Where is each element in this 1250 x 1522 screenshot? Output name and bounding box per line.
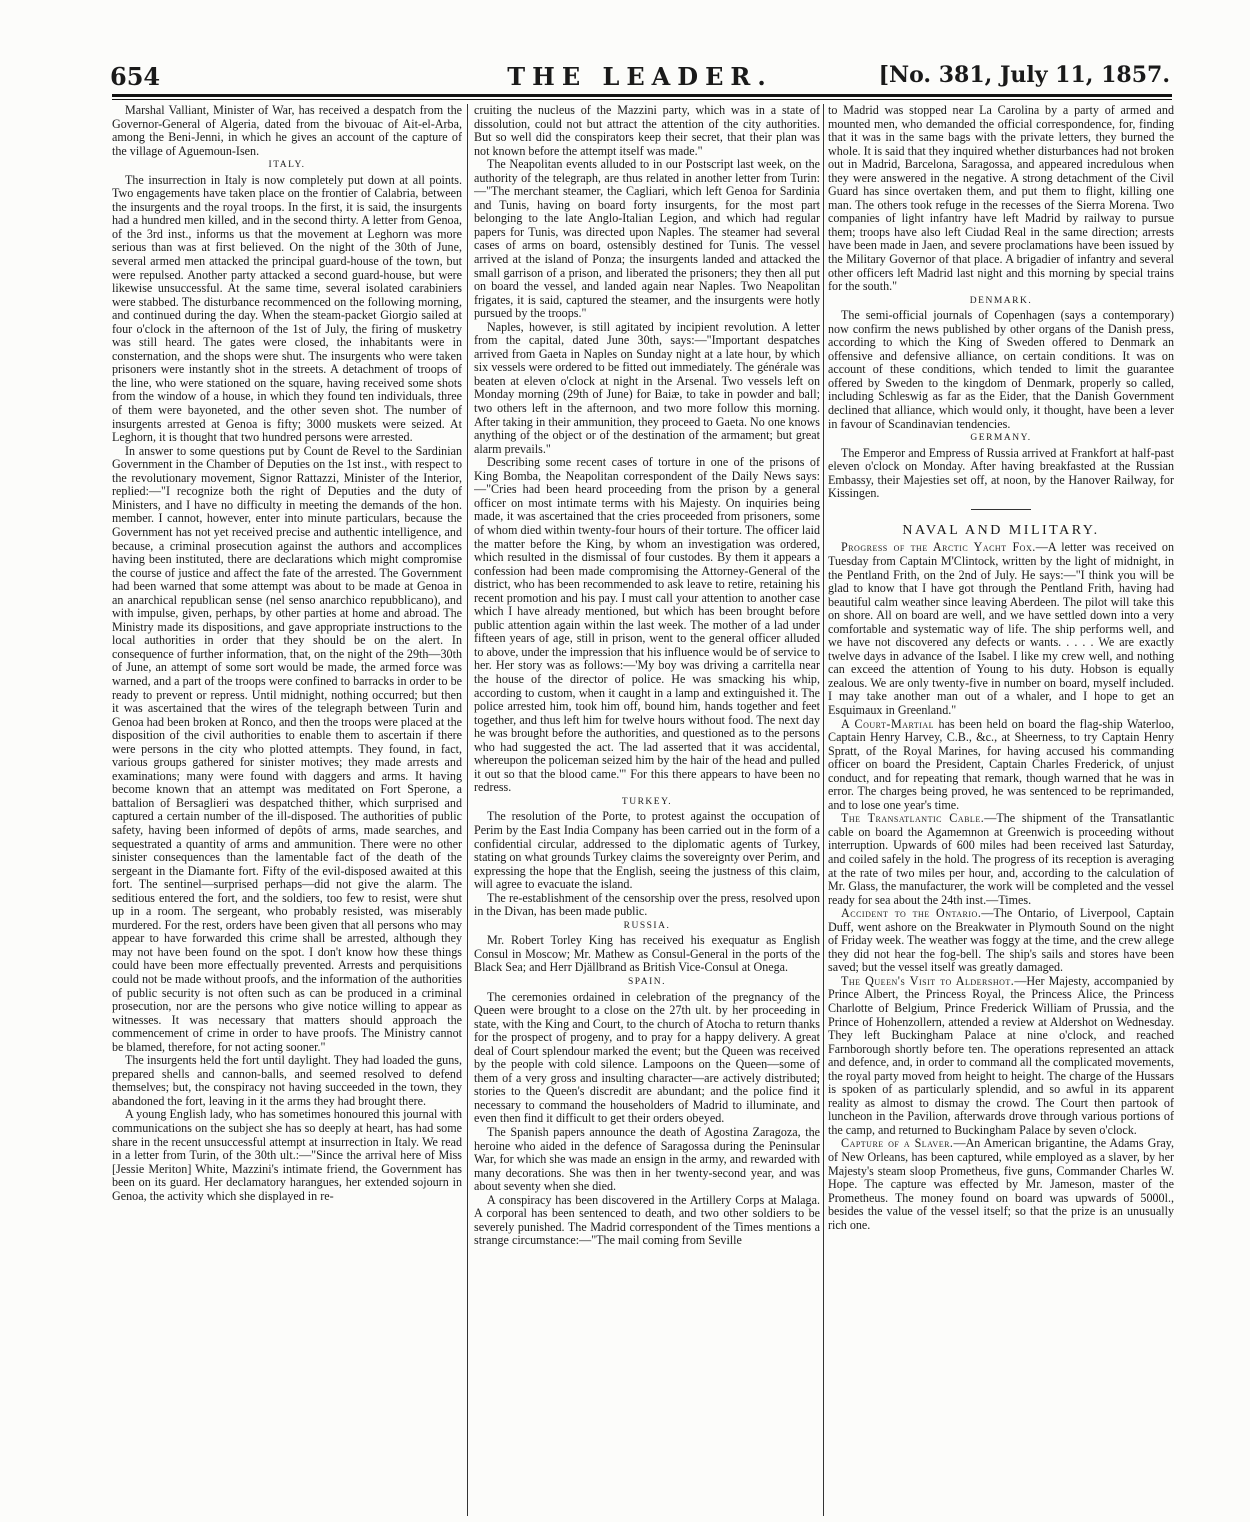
newspaper-title: THE LEADER. [507,62,773,91]
article-paragraph: The Spanish papers announce the death of Agostina Zaragoza, the heroine who aided in the defence of Saragossa during the Peninsular War, for which she was made an ensign in the army, and rewarded with many decorations. She was then in her twenty-second year, and was about seventy when she died. [474,1125,820,1194]
masthead [110,62,1170,96]
column-1 [112,104,462,1514]
article-paragraph: The re-establishment of the censorship over the press, resolved upon in the Divan, has been made public. [474,890,820,919]
item-lead: The Queen's Visit to Aldershot. [841,973,1015,988]
article-paragraph [828,1137,1174,1232]
item-text: —Her Majesty, accompanied by Prince Albert, the Princess Royal, the Princess Alice, the Princess Charlotte of Belgium, Prince Frederick William of Prussia, and the Prince of Hohenzollern, attended a review at Aldershot on Wednesday. They left Buckingham Palace at nine o'clock, and reached Farnborough shortly before ten. The operations represented an attack and defence, and, in order to command all the complicated movements, the royal party moved from height to height. The charge of the Hussars is spoken of as particularly splendid, and so awful in its apparent reality as almost to dismay the crowd. The Court then partook of luncheon in the Pavilion, afterwards drove through various portions of the camp, and returned to Buckingham Palace by seven o'clock. [828,973,1174,1137]
column-divider [467,104,468,1516]
item-lead: Capture of a Slaver. [841,1136,954,1151]
article-paragraph: Describing some recent cases of torture in one of the prisons of King Bomba, the Neapolitan correspondent of the Daily News says:—"Cries had been heard proceeding from the prison by a general officer on most intimate terms with his Majesty. On inquiries being made, it was ascertained that the cries proceeded from prisoners, some of whom died within twenty-four hours of their torture. The officer laid the matter before the King, by whom an investigation was ordered, which resulted in the dismissal of four custodes. By them it appears a confession had been made compromising the Attorney-General of the district, who has been recommended to ask leave to retire, retaining his recent promotion and his pay. I must call your attention to another case which I have already mentioned, but which has been brought before public attention again within the last week. The mother of a lad under fifteen years of age, still in prison, went to the general officer alluded to above, under the impression that his influence would be of service to her. Her story was as follows:—'My boy was driving a carritella near the house of the director of police. He was smacking his whip, according to custom, when it caught in a lamp and extinguished it. The police arrested him, took him off, bound him, hands together and feet together, and thus left him for twelve hours without food. The next day he was brought before the authorities, and questioned as to the persons who had suggested the act. The lad asserted that it was accidental, whereupon the policeman seized him by the hair of the head and pulled it out so that the blood came.'" For this there appears to have been no redress. [474,455,820,795]
article-paragraph [828,812,1174,907]
item-lead: Progress of the Arctic Yacht Fox. [841,540,1036,555]
column-2 [474,104,820,1514]
article-paragraph: to Madrid was stopped near La Carolina by a party of armed and mounted men, who demanded the official correspondence, for, finding that it was in the same bags with the private letters, they burned the whole. It is said that they inquired whether disturbances had not broken out in Madrid, Barcelona, Saragossa, and appeared incredulous when they were answered in the negative. A strong detachment of the Civil Guard has since overtaken them, and put them to flight, killing one man. The others took refuge in the recesses of the Sierra Morena. Two companies of light infantry have left Madrid by railway to pursue them; troops have also left Ciudad Real in the same direction; arrests have been made in Jaen, and severe proclamations have been issued by the Military Governor of that place. A brigadier of infantry and several other officers left Madrid last night and this morning by special trains for the south." [828,104,1174,294]
section-heading-italy: ITALY. [268,160,306,171]
article-paragraph: Mr. Robert Torley King has received his exequatur as English Consul in Moscow; Mr. Mathew as Consul-General in the ports of the Black Sea; and Herr Djällbrand as British Vice-Consul at Onega. [474,933,820,975]
article-paragraph: The semi-official journals of Copenhagen (says a contemporary) now confirm the news published by other organs of the Danish press, according to which the King of Sweden offered to Denmark an offensive and defensive alliance, on certain conditions. It was on account of these conditions, which tended to limit the guarantee offered by Sweden to the kingdom of Denmark, properly so called, including Schleswig as far as the Eider, that the Danish Government declined that alliance, which would only, it thought, have been a lever in favour of Scandinavian tendencies. [828,308,1174,431]
article-paragraph: In answer to some questions put by Count de Revel to the Sardinian Government in the Chamber of Deputies on the 1st inst., with respect to the revolutionary movement, Signor Rattazzi, Minister of the Interior, replied:—"I recognize both the right of Deputies and the duty of Ministers, and I have no difficulty in meeting the demands of the hon. member. I cannot, however, enter into minute particulars, because the Government has not yet received precise and authentic intelligence, and because, a criminal prosecution against the authors and accomplices having been instituted, there are declarations which might compromise the course of justice and affect the fate of the arrested. The Government had been warned that some attempt was about to be made at Genoa in an anarchical republican sense (nel senso anarchico repubblicano), and with impulse, given, perhaps, by other parties at home and abroad. The Ministry made its dispositions, and gave appropriate instructions to the local authorities in order that they should be on the alert. In consequence of further information, that, on the night of the 29th—30th of June, an attempt of some sort would be made, the armed force was warned, and a part of the troops were confined to barracks in order to be ready to prevent or repress. Until midnight, nothing occurred; but then it was ascertained that the wires of the telegraph between Turin and Genoa had been broken at Ronco, and then the troops were placed at the disposition of the civil authorities to enable them to ascertain if there were persons in the city who plotted attempts. They found, in fact, various groups gathered for sinister motives; they made arrests and examinations; many were found with daggers and arms. It having become known that an attempt was meditated on Fort Sperone, a battalion of Bersaglieri was despatched thither, which surprised and captured a certain number of the ill-disposed. The authorities of public safety, having been informed of depôts of arms, made searches, and sequestrated a quantity of arms and ammunition. There were no other sinister consequences than the lamentable fact of the death of the sergeant in the Diamante fort. Fifty of the evil-disposed awaited at this fort. The sentinel—surprised perhaps—did not give the alarm. The seditious entered the fort, and the soldiers, too few to resist, were shut up in a room. The sergeant, who probably resisted, was miserably murdered. For the rest, orders have been given that all persons who may appear to have forwarded this crime shall be arrested, although they may not have been found on the spot. I don't know how these things could have been more effectually prevented. Arrests and perquisitions could not be made without proofs, and the information of the authorities of public security is not often such as can be produced in a criminal prosecution, nor are the persons who give notice willing to appear as witnesses. It was necessary that matters should approach the commencement of crime in order to have proofs. The Ministry cannot be blamed, therefore, for not acting sooner." [112,443,462,1054]
header-rule-thick [112,94,1172,97]
article-paragraph: A conspiracy has been discovered in the Artillery Corps at Malaga. A corporal has been sentenced to death, and two other soldiers to be severely punished. The Madrid correspondent of the Times mentions a strange circumstance:—"The mail coming from Seville [474,1192,820,1248]
article-paragraph: The resolution of the Porte, to protest against the occupation of Perim by the East India Company has been carried out in the form of a confidential circular, addressed to the diplomatic agents of Turkey, stating on what grounds Turkey claims the sovereignty over Perim, and expressing the hope that the English, seeing the justness of this claim, will agree to evacuate the island. [474,809,820,892]
article-paragraph [828,907,1174,975]
item-lead: Accident to the Ontario. [841,906,982,921]
article-paragraph: The Emperor and Empress of Russia arrived at Frankfort at half-past eleven o'clock on Monday. After having breakfasted at the Russian Embassy, their Majesties set off, at noon, by the Hanover Railway, for Kissingen. [828,445,1174,501]
section-heading-russia: RUSSIA. [623,920,671,931]
article-paragraph: The insurrection in Italy is now completely put down at all points. Two engagements have taken place on the frontier of Calabria, between the insurgents and the royal troops. In the first, it is said, the insurgents had a hundred men killed, and in the second thirty. A letter from Genoa, of the 3rd inst., informs us that the movement at Leghorn was more serious than was at first believed. On the night of the 30th of June, several armed men attacked the principal guard-house of the town, but were repulsed. Another party attacked a second guard-house, but were likewise unsuccessful. At the same time, several isolated carabiniers were stabbed. The disturbance recommenced on the following morning, and continued during the day. When the steam-packet Giorgio sailed at four o'clock in the afternoon of the 1st of July, the firing of musketry was still heard. The gates were closed, the inhabitants were in consternation, and the shops were shut. The insurgents who were taken prisoners were instantly shot in the streets. A detachment of troops of the line, who were stationed on the square, having received some shots from the window of a house, in which they found ten individuals, three of them were bayoneted, and the other seven shot. The number of insurgents arrested at Genoa is fifty; 3000 muskets were seized. At Leghorn, it is thought that two hundred persons were arrested. [112,172,462,445]
page-number: 654 [110,62,161,91]
article-paragraph: A young English lady, who has sometimes honoured this journal with communications on the subject she has so deeply at heart, has had some share in the recent unsuccessful attempt at insurrection in Italy. We read in a letter from Turin, of the 30th ult.:—"Since the arrival here of Miss [Jessie Meriton] White, Mazzini's intimate friend, the Government has been on its guard. Her declamatory harangues, her extended sojourn in Genoa, the activity which she displayed in re- [112,1107,462,1203]
article-paragraph: The ceremonies ordained in celebration of the pregnancy of the Queen were brought to a close on the 27th ult. by her proceeding in state, with the King and Court, to the church of Atocha to return thanks for the prospect of progeny, and to pray for a happy delivery. A great deal of Court splendour marked the event; but the Queen was received by the people with cold silence. Lampoons on the Queen—some of them of a very gross and insulting character—are actively distributed; stories to the Queen's discredit are abundant; and the police find it necessary to command the householders of Madrid to illuminate, and even then find it difficult to get their orders obeyed. [474,989,820,1126]
article-paragraph: cruiting the nucleus of the Mazzini party, which was in a state of dissolution, could not but attract the attention of the city authorities. But so well did the conspirators keep their secret, that their plan was not known before the attempt itself was made." [474,104,820,158]
section-heading-denmark: DENMARK. [969,295,1033,306]
article-paragraph: Naples, however, is still agitated by incipient revolution. A letter from the capital, dated June 30th, says:—"Important despatches arrived from Gaeta in Naples on Sunday night at a late hour, by which six vessels were ordered to be fitted out immediately. The générale was beaten at eleven o'clock at night in the Arsenal. Two vessels left on Monday morning (29th of June) for Baiæ, to take in powder and ball; two others left in the afternoon, and two more follow this morning. After taking in their ammunition, they proceed to Gaeta. No one knows anything of the object or of the destination of the armament; but great alarm prevails." [474,319,820,456]
article-paragraph [828,718,1174,813]
item-lead: The Transatlantic Cable. [841,811,985,826]
column-divider [823,104,824,1516]
section-heading-naval-military: NAVAL AND MILITARY. [902,522,1100,538]
item-lead: A Court-Martial [841,716,935,731]
item-text: —The Ontario, of Liverpool, Captain Duff, went ashore on the Breakwater in Plymouth Sound on the night of Friday week. The weather was foggy at the time, and the crew allege they did not hear the fog-bell. The ship's sails and stores have been saved; but the vessel itself was greatly damaged. [828,906,1174,975]
article-paragraph [828,541,1174,717]
issue-info: [No. 381, July 11, 1857. [878,62,1170,88]
header-rule-thin [112,99,1172,100]
section-heading-turkey: TURKEY. [621,796,673,807]
item-text: has been held on board the flag-ship Waterloo, Captain Henry Harvey, C.B., &c., at Sheerness, to try Captain Henry Spratt, of the Royal Marines, for having accused his commanding officer on board the President, Captain Charles Frederick, of unjust conduct, and for repeating that remark, though warned that he was in error. The charges being proved, he was sentenced to be reprimanded, and to lose one year's time. [828,716,1174,812]
section-heading-spain: SPAIN. [628,977,666,987]
item-text: —An American brigantine, the Adams Gray, of New Orleans, has been captured, while employed as a slaver, by her Majesty's steam sloop Prometheus, five guns, Commander Charles W. Hope. The capture was effected by Mr. Jameson, master of the Prometheus. The money found on board was upwards of 5000l., besides the value of the vessel itself; so that the prize is an unusually rich one. [828,1136,1174,1232]
column-3 [828,104,1174,1514]
section-divider [971,509,1031,510]
item-text: —The shipment of the Transatlantic cable on board the Agamemnon at Greenwich is proceeding without interruption. Upwards of 600 miles had been received last Saturday, and coiled safely in the hold. The progress of its reception is averaging at the rate of two miles per hour, and, according to the calculation of Mr. Glass, the manufacturer, the work will be completed and the vessel ready for sea about the 24th inst.—Times. [828,811,1174,907]
article-paragraph: The Neapolitan events alluded to in our Postscript last week, on the authority of the telegraph, are thus related in another letter from Turin:—"The merchant steamer, the Cagliari, which left Genoa for Sardinia and Tunis, having on board forty insurgents, for the most part belonging to the late Anglo-Italian Legion, and which had regular papers for Tunis, was directed upon Naples. The steamer had several cases of arms on board, ostensibly destined for Tunis. The vessel arrived at the island of Ponza; the insurgents landed and attacked the small garrison of a prison, and liberated the prisoners; they then all put on board the vessel, and landed again near Naples. Two Neapolitan frigates, it is said, captured the steamer, and the insurgents were hotly pursued by the troops." [474,157,820,321]
article-paragraph: Marshal Valliant, Minister of War, has received a despatch from the Governor-General of Algeria, dated from the bivouac of Ait-el-Arba, among the Beni-Jenni, in which he gives an account of the capture of the village of Aguemoun-Isen. [112,104,462,158]
section-heading-germany: GERMANY. [970,433,1032,444]
article-paragraph [828,975,1174,1138]
article-paragraph: The insurgents held the fort until daylight. They had loaded the guns, prepared shells and cannon-balls, and seemed resolved to defend themselves; but, the conspiracy not having succeeded in the town, they abandoned the fort, leaving in it the arms they had brought there. [112,1053,462,1108]
item-text: —A letter was received on Tuesday from Captain M'Clintock, written by the light of midnight, in the Pentland Frith, on the 2nd of July. He says:—"I think you will be glad to know that I have got through the Pentland Frith, having had beautiful calm weather since leaving Aberdeen. The pilot will take this on shore. All on board are well, and we have settled down into a very comfortable and systematic way of life. The ship performs well, and we have not discovered any defects or wants. . . . . We are exactly twelve days in advance of the Isabel. I like my crew well, and nothing can exceed the attention of Young to his duty. Hobson is equally zealous. We are only twenty-five in number on board, myself included. I may take another man out of a whaler, and I hope to get an Esquimaux in Greenland." [828,540,1174,717]
